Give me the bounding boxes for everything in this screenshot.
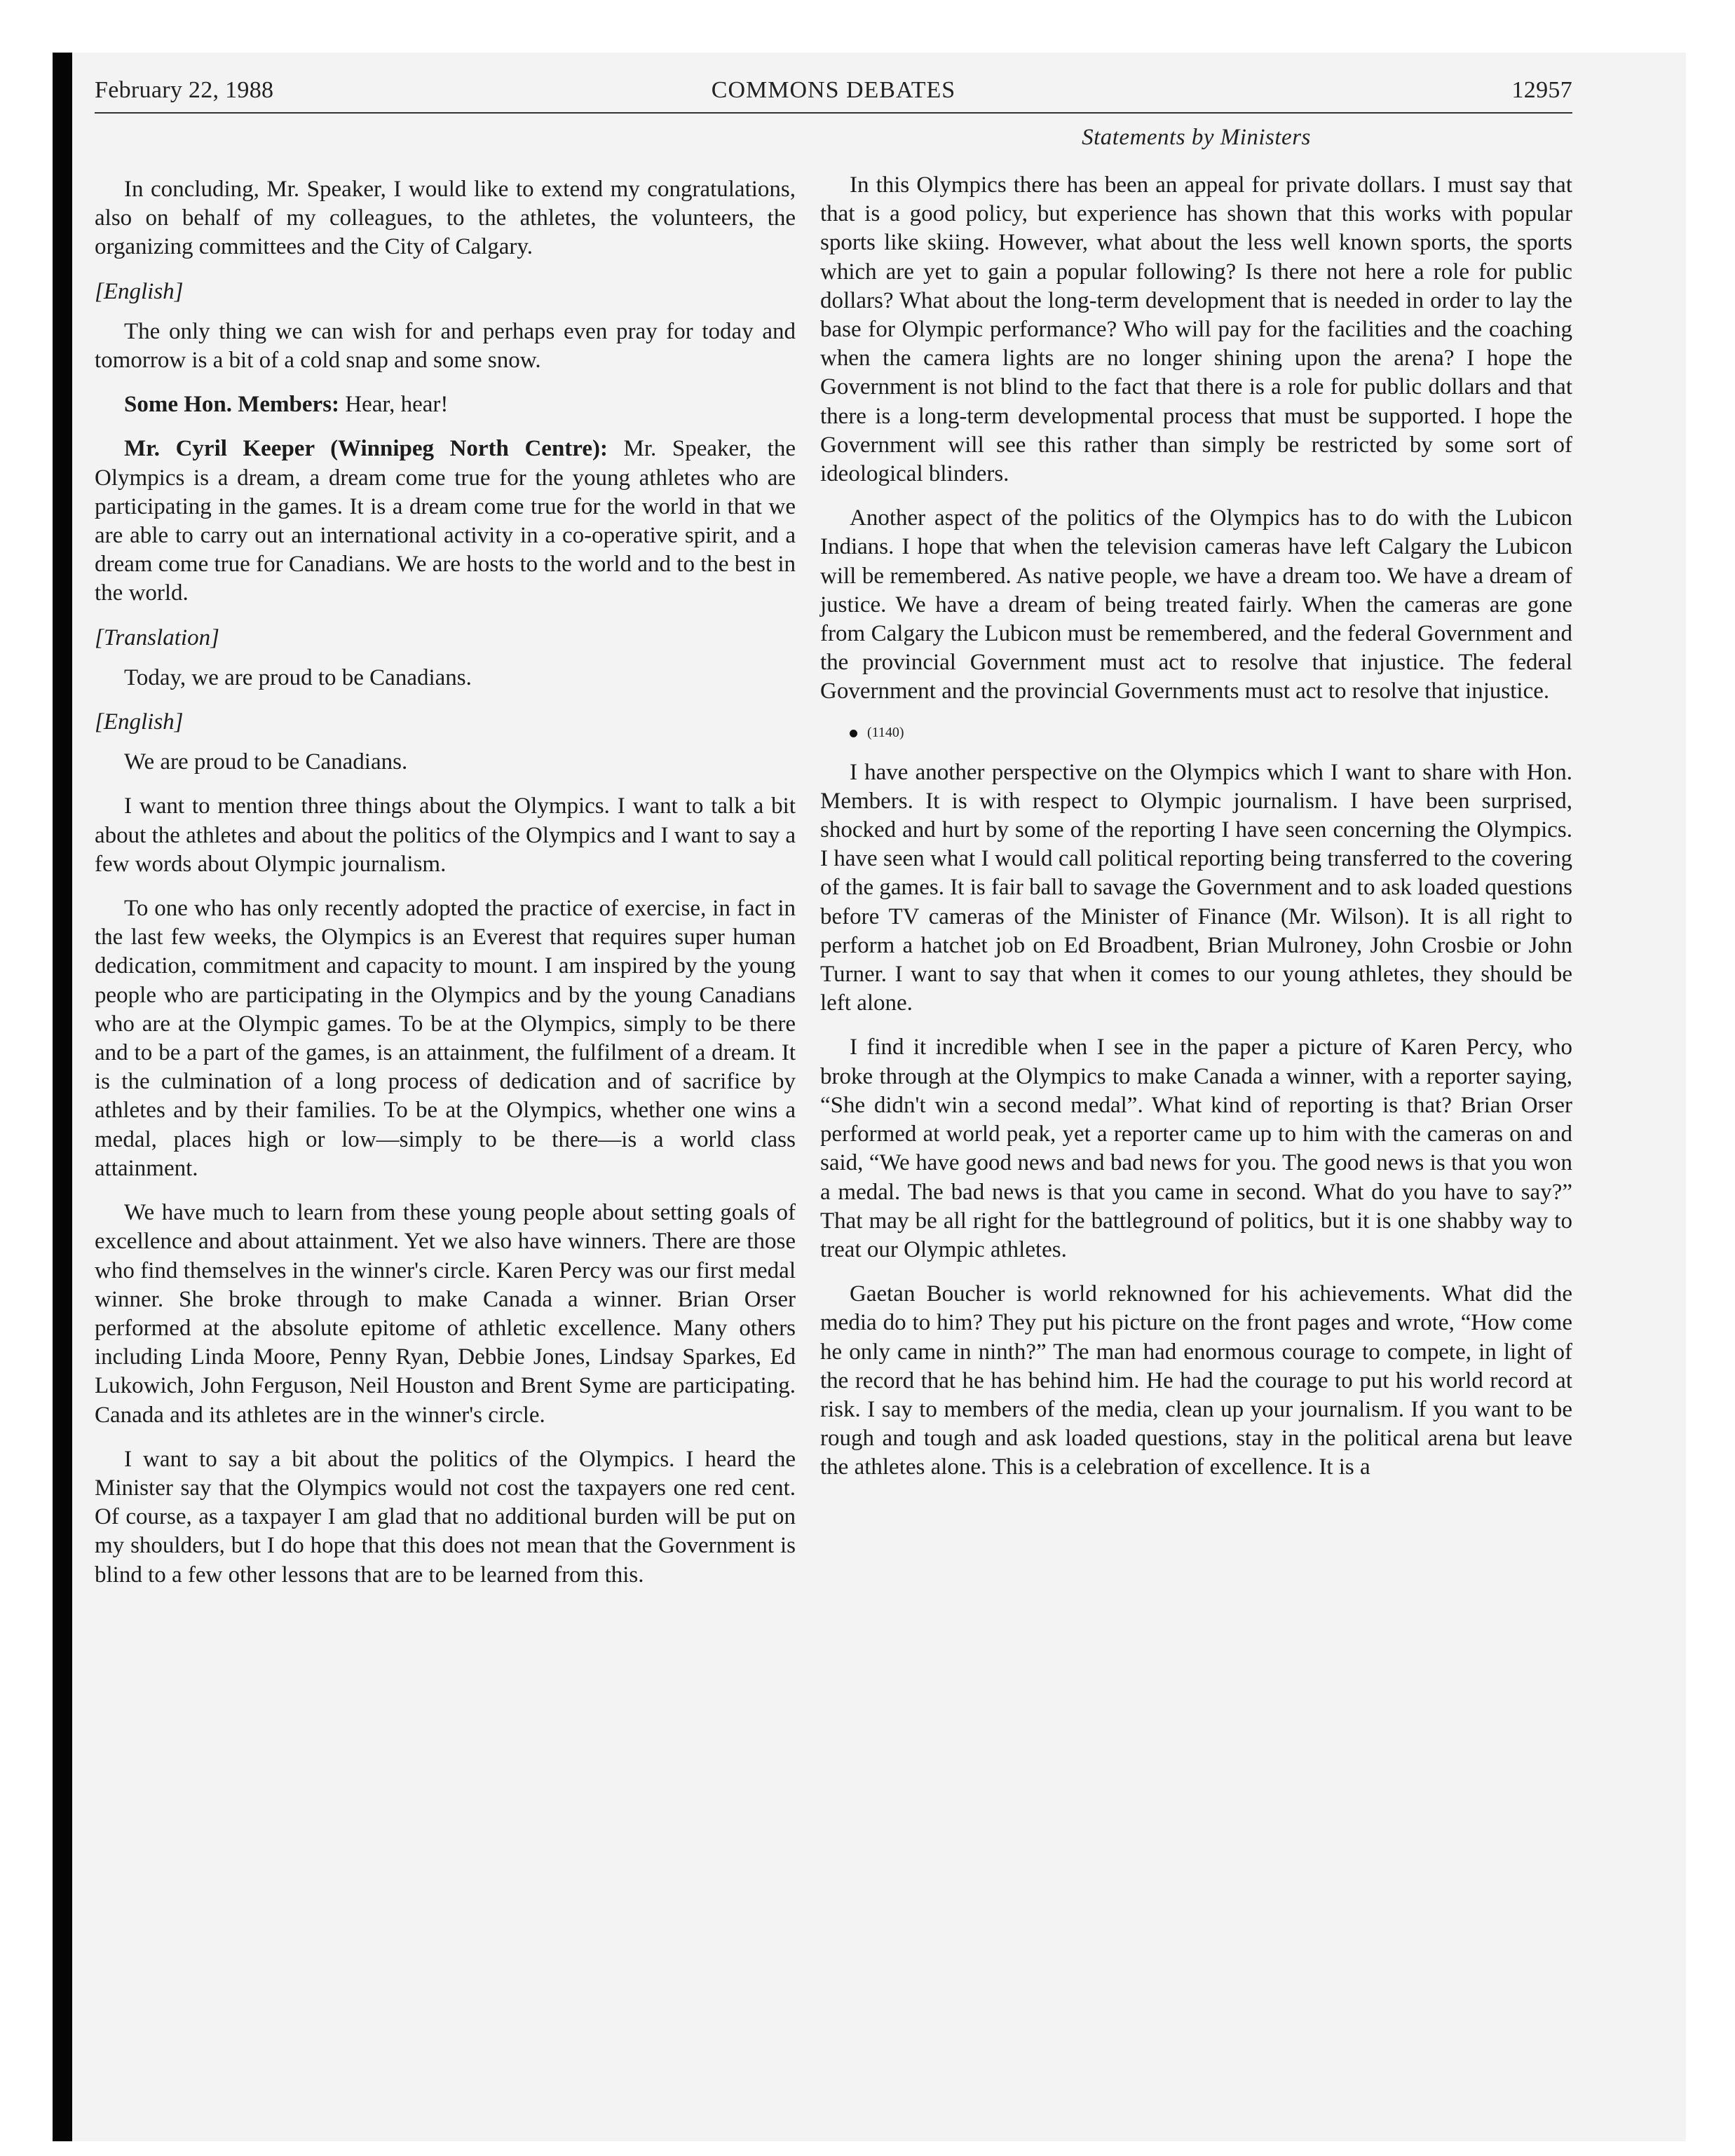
paragraph: In this Olympics there has been an appeal for private dollars. I must say that that is a good policy, but experience has shown that this works with popular sports like skiing. However, what about the less well known sports, the sports which are yet to gain a popular following? Is there not here a role for public dollars? What about the long-term development that is needed in order to lay the base for Olympic performance? Who will pay for the facilities and the coaching when the camera lights are no longer shining upon the arena? I hope the Government is not blind to the fact that there is a role for public dollars and that there is a long-term developmental process that must be supported. I hope the Government will see this rather than simply be restricted by some sort of ideological blinders. xyxy=(820,172,1572,487)
paragraph: Today, we are proud to be Canadians. xyxy=(124,664,472,690)
speaker-name: Some Hon. Members: xyxy=(124,392,340,418)
language-marker: [Translation] xyxy=(95,625,219,650)
timecode xyxy=(820,722,1572,743)
paragraph: Gaetan Boucher is world reknowned for his achievements. What did the media do to him? They put his picture on the front pages and wrote, “How come he only came in ninth?” The man had enormous courage to compete, in light of the record that he has behind him. He had the courage to put his world record at risk. I say to members of the media, clean up your journalism. If you want to be rough and tough and ask loaded questions, stay in the political arena but leave the athletes alone. This is a celebration of excellence. It is a xyxy=(820,1281,1572,1480)
bullet-icon xyxy=(850,730,857,737)
paragraph: I want to mention three things about the Olympics. I want to talk a bit about the athletes and about the politics of the Olympics and I want to say a few words about Olympic journalism. xyxy=(95,793,796,877)
speech-keeper xyxy=(95,435,796,608)
speaker-name: Mr. Cyril Keeper (Winnipeg North Centre): xyxy=(124,436,608,462)
paragraph: Another aspect of the politics of the Olympics has to do with the Lubicon Indians. I hope that when the television cameras have left Calgary the Lubicon will be remembered. As native people, we have a dream too. We have a dream of justice. We have a dream of being treated fairly. When the cameras are gone from Calgary the Lubicon must be remembered, and the federal Government and the provincial Government must act to resolve that injustice. The federal Government and the provincial Governments must act to resolve that injustice. xyxy=(820,505,1572,704)
right-column xyxy=(820,171,1572,1498)
page-header xyxy=(95,76,1572,114)
paragraph: I want to say a bit about the politics of the Olympics. I heard the Minister say that the Olympics would not cost the taxpayers one red cent. Of course, as a taxpayer I am glad that no additional burden will be put on my shoulders, but I do hope that this does not mean that the Government is blind to a few other lessons that are to be learned from this. xyxy=(95,1446,796,1588)
language-marker: [English] xyxy=(95,709,184,735)
timecode-text: (1140) xyxy=(867,724,904,740)
speech-text: Hear, hear! xyxy=(345,392,449,418)
paragraph: In concluding, Mr. Speaker, I would like to extend my congratulations, also on behalf of my colleagues, to the athletes, the volunteers, the organizing committees and the City of Calgary. xyxy=(95,177,796,260)
left-column xyxy=(95,175,796,1605)
speech-hon-members xyxy=(95,390,796,419)
header-date: February 22, 1988 xyxy=(95,77,274,103)
section-title: Statements by Ministers xyxy=(1082,125,1311,150)
language-marker: [English] xyxy=(95,278,184,304)
paragraph: To one who has only recently adopted the practice of exercise, in fact in the last few weeks, the Olympics is an Everest that requires super human dedication, commitment and capacity to mount. I am inspired by the young people who are participating in the Olympics and by the young Canadians who are at the Olympic games. To be at the Olympics, simply to be there and to be a part of the games, is an attainment, the fulfilment of a dream. It is the culmination of a long process of dedication and of sacrifice by athletes and by their families. To be at the Olympics, whether one wins a medal, places high or low—simply to be there—is a world class attainment. xyxy=(95,896,796,1181)
header-page-number: 12957 xyxy=(1511,77,1572,103)
speech-text: Mr. Speaker, the Olympics is a dream, a dream come true for the young athletes who are participating in the games. It is a dream come true for the world in that we are able to carry out an international activity in a co-operative spirit, and a dream come true for Canadians. We are hosts to the world and to the best in the world. xyxy=(95,436,796,606)
binding-edge xyxy=(53,53,72,2141)
paragraph: We are proud to be Canadians. xyxy=(124,749,408,775)
paragraph: We have much to learn from these young people about setting goals of excellence and about attainment. Yet we also have winners. There are those who find themselves in the winner's circle. Karen Percy was our first medal winner. She broke through to make Canada a winner. Brian Orser performed at the absolute epitome of athletic excellence. Many others including Linda Moore, Penny Ryan, Debbie Jones, Lindsay Sparkes, Ed Lukowich, John Ferguson, Neil Houston and Brent Syme are participating. Canada and its athletes are in the winner's circle. xyxy=(95,1200,796,1428)
paragraph: I have another perspective on the Olympics which I want to share with Hon. Members. It is with respect to Olympic journalism. I have been surprised, shocked and hurt by some of the reporting I have seen concerning the Olympics. I have seen what I would call political reporting being transferred to the covering of the games. It is fair ball to savage the Government and to ask loaded questions before TV cameras of the Minister of Finance (Mr. Wilson). It is all right to perform a hatchet job on Ed Broadbent, Brian Mulroney, John Crosbie or John Turner. I want to say that when it comes to our young athletes, they should be left alone. xyxy=(820,759,1572,1016)
paragraph: The only thing we can wish for and perhaps even pray for today and tomorrow is a bit of a cold snap and some snow. xyxy=(95,318,796,374)
header-publication: COMMONS DEBATES xyxy=(711,77,956,103)
paragraph: I find it incredible when I see in the paper a picture of Karen Percy, who broke through at the Olympics to make Canada a winner, with a reporter saying, “She didn't win a second medal”. What kind of reporting is that? Brian Orser performed at world peak, yet a reporter came up to him with the cameras on and said, “We have good news and bad news for you. The good news is that you won a medal. The bad news is that you came in second. What do you have to say?” That may be all right for the battleground of politics, but it is one shabby way to treat our Olympic athletes. xyxy=(820,1035,1572,1262)
